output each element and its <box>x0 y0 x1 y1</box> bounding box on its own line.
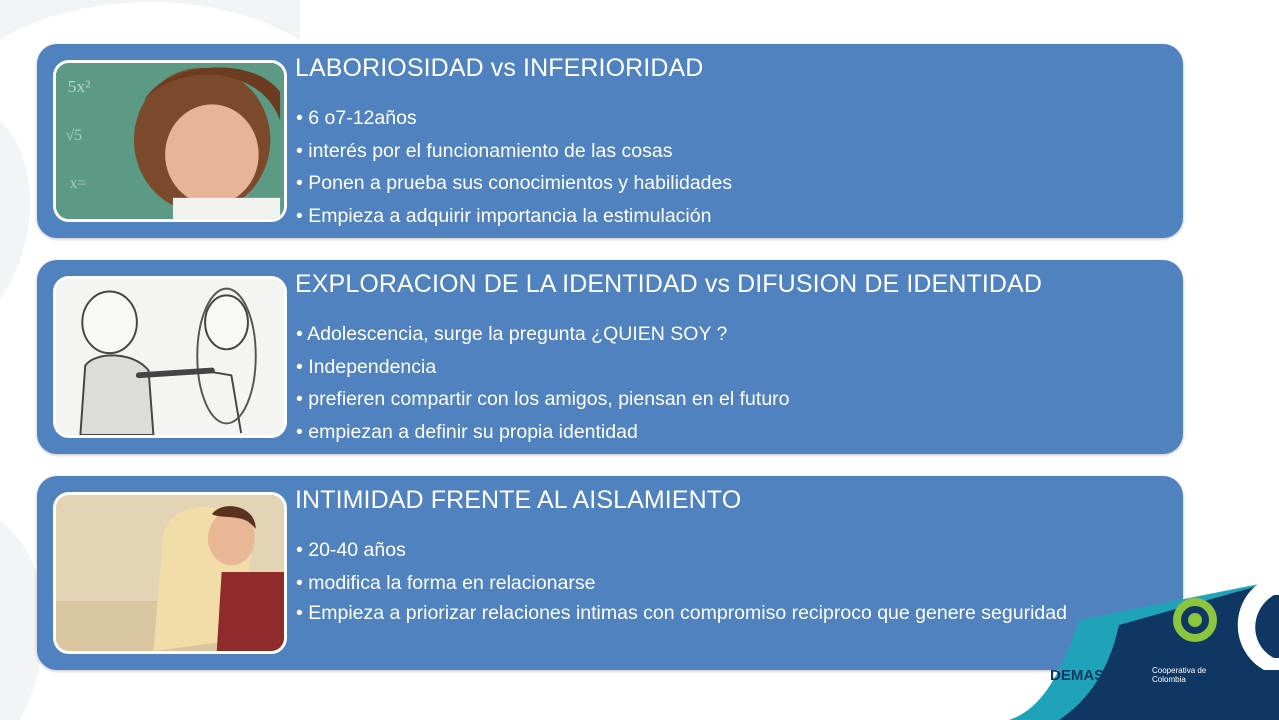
logo-word: DEMAS <box>1050 667 1105 684</box>
list-item: • prefieren compartir con los amigos, piensan en el futuro <box>296 388 790 410</box>
list-item: • Empieza a priorizar relaciones intimas con compromiso reciproco que genere seguridad <box>296 602 1067 624</box>
list-item: • interés por el funcionamiento de las cosas <box>296 139 673 162</box>
svg-text:√5: √5 <box>65 127 83 145</box>
svg-text:x=: x= <box>69 175 87 193</box>
list-item: • Empieza a adquirir importancia la estimulación <box>296 204 712 227</box>
svg-text:5x²: 5x² <box>67 75 91 96</box>
card-image-couple <box>53 492 287 654</box>
list-item: • 20-40 años <box>296 539 406 561</box>
card-image-mirror-sketch <box>53 276 287 438</box>
list-item: • 6 o7-12años <box>296 107 417 129</box>
card-title: EXPLORACION DE LA IDENTIDAD vs DIFUSION DE IDENTIDAD <box>295 270 1042 298</box>
list-item: • modifica la forma en relacionarse <box>296 571 596 594</box>
bullet-list <box>296 102 732 232</box>
list-item: • Adolescencia, surge la pregunta ¿QUIEN SOY ? <box>296 323 728 345</box>
list-item: • empiezan a definir su propia identidad <box>296 420 638 443</box>
stage-card-identity <box>37 260 1183 454</box>
list-item: • Independencia <box>296 355 437 378</box>
logo-subtitle: Cooperativa de Colombia <box>1152 666 1207 684</box>
bullet-list <box>296 318 790 448</box>
card-title: LABORIOSIDAD vs INFERIORIDAD <box>295 54 704 82</box>
card-title: INTIMIDAD FRENTE AL AISLAMIENTO <box>295 486 742 514</box>
card-image-girl-chalkboard <box>53 60 287 222</box>
cooperative-logo <box>999 580 1279 720</box>
stage-card-industry <box>37 44 1183 238</box>
list-item: • Ponen a prueba sus conocimientos y habilidades <box>296 172 733 194</box>
